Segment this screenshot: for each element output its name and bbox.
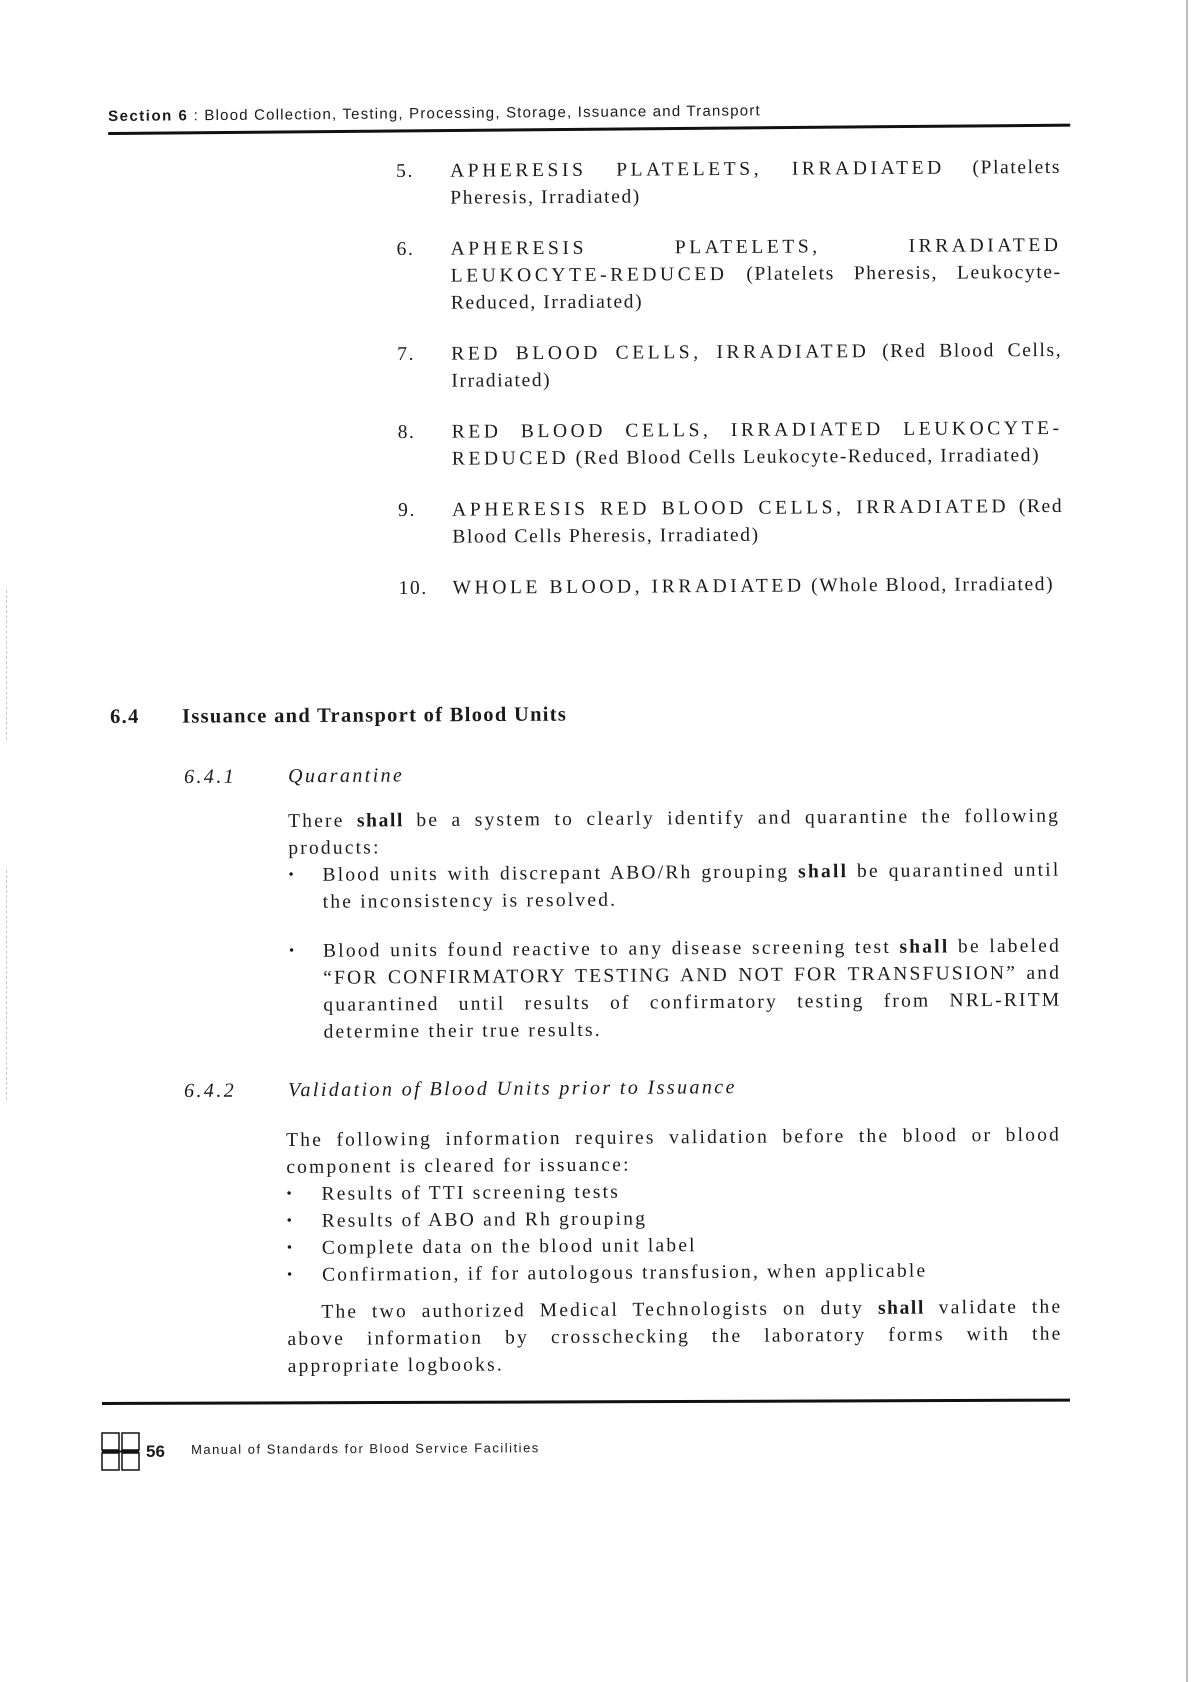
item-name: RED BLOOD CELLS, IRRADIATED (451, 341, 870, 365)
subsection-heading-quarantine (184, 760, 1064, 789)
item-alias: (Whole Blood, Irradiated) (811, 573, 1055, 597)
subsection-title: Validation of Blood Units prior to Issuance (287, 1076, 737, 1102)
list-item (398, 415, 1063, 473)
footer-rule (102, 1399, 1070, 1405)
scan-edge (1186, 0, 1188, 1682)
item-number: 9. (398, 499, 417, 521)
running-header (108, 100, 1068, 136)
list-item: • Blood units found reactive to any disease screening test shall be labeled “FOR CONFIRMATORY TESTING AND NOT FOR TRANSFUSION” and quarantined until results of confirmatory testing from NRL-RITM determine their true results. (289, 933, 1062, 1046)
header-section-title: Blood Collection, Testing, Processing, Storage, Issuance and Transport (204, 102, 761, 125)
list-item (396, 232, 1061, 317)
subsection-title: Quarantine (287, 764, 405, 788)
list-item: • Results of TTI screening tests (286, 1176, 1061, 1208)
shall-emphasis: shall (356, 810, 405, 832)
quarantine-intro: There shall be a system to clearly identify and quarantine the following products: (288, 805, 1061, 859)
item-number: 8. (397, 421, 416, 443)
item-alias: (Red Blood Cells Pheresis, Irradiated) (452, 495, 1064, 548)
list-item (397, 337, 1062, 395)
header-separator: : (193, 107, 200, 125)
list-item (396, 154, 1061, 212)
validation-list (286, 1176, 1062, 1289)
scan-margin-mark (6, 590, 9, 740)
item-alias: (Red Blood Cells Leukocyte-Reduced, Irradiated) (575, 445, 1041, 469)
item-name: APHERESIS RED BLOOD CELLS, IRRADIATED (452, 496, 1010, 521)
section-number: 6.4 (110, 705, 140, 728)
header-text (108, 100, 1068, 125)
subsection-heading-validation (184, 1074, 1064, 1103)
list-item (399, 571, 1064, 602)
page-footer (101, 1432, 801, 1472)
section-title: Issuance and Transport of Blood Units (181, 703, 568, 728)
item-alias: (Platelets Pheresis, Irradiated) (450, 156, 1062, 209)
list-item: • Complete data on the blood unit label (287, 1230, 1062, 1262)
item-number: 6. (396, 238, 415, 260)
page-number: 56 (146, 1442, 165, 1461)
header-rule (108, 124, 1070, 135)
item-name: RED BLOOD CELLS, IRRADIATED LEUKOCYTE-REDUCED (451, 417, 1063, 470)
validation-body (286, 1122, 1063, 1380)
validation-closing: The two authorized Medical Technologists on duty shall validate the above information by crosschecking the laboratory forms with the appropriate logbooks. (287, 1296, 1063, 1377)
validation-intro: The following information requires validation before the blood or blood component is cleared for issuance: (286, 1124, 1062, 1178)
list-item: • Blood units with discrepant ABO/Rh grouping shall be quarantined until the inconsistency is resolved. (288, 857, 1060, 916)
subsection-number: 6.4.1 (184, 765, 237, 788)
shall-emphasis: shall (877, 1297, 926, 1319)
item-number: 10. (398, 577, 428, 599)
shall-emphasis: shall (899, 936, 950, 958)
section-heading (110, 701, 1010, 729)
quarantine-body (288, 803, 1062, 1046)
list-item (398, 493, 1063, 551)
item-name: APHERESIS PLATELETS, IRRADIATED LEUKOCYTE-REDUCED (450, 234, 1062, 287)
item-alias: (Red Blood Cells, Irradiated) (451, 339, 1063, 392)
header-section-label: Section 6 (108, 107, 189, 125)
subsection-number: 6.4.2 (184, 1079, 237, 1102)
manual-logo-icon (101, 1432, 141, 1472)
shall-emphasis: shall (798, 861, 849, 883)
footer-title: Manual of Standards for Blood Service Facilities (191, 1440, 540, 1457)
irradiated-products-list (396, 154, 1064, 626)
item-number: 5. (396, 160, 414, 182)
scan-margin-mark (6, 870, 9, 1100)
item-name: WHOLE BLOOD, IRRADIATED (452, 575, 805, 599)
quarantine-list (288, 857, 1061, 1046)
list-item: • Results of ABO and Rh grouping (287, 1203, 1062, 1235)
item-alias: (Platelets Pheresis, Leukocyte-Reduced, Irradiated) (450, 261, 1062, 314)
item-number: 7. (397, 343, 416, 365)
list-item: • Confirmation, if for autologous transfusion, when applicable (287, 1257, 1062, 1289)
item-name: APHERESIS PLATELETS, IRRADIATED (450, 157, 945, 182)
